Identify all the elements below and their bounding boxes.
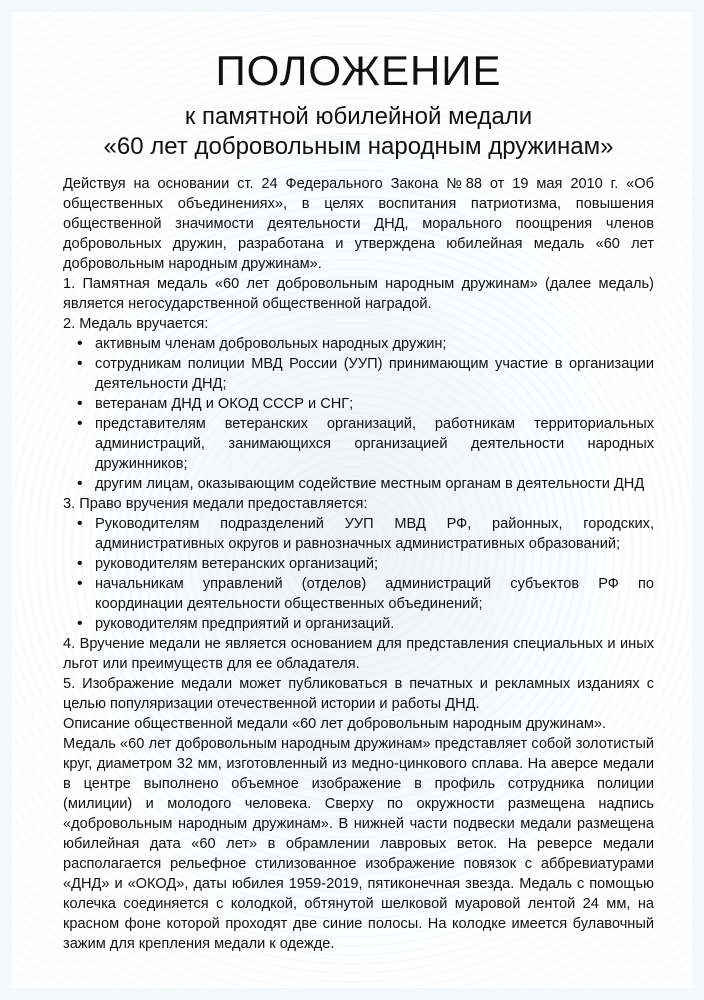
list-item: • Руководителям подразделений УУП МВД РФ, районных, городских, административных округов и равнозначных административных образований; [63,514,654,554]
list-item: • другим лицам, оказывающим содействие местным органам в деятельности ДНД [63,474,654,494]
section-3-list [63,514,654,634]
section-3-heading: 3. Право вручения медали предоставляется: [63,496,368,512]
list-item: • ветеранам ДНД и ОКОД СССР и СНГ; [63,394,654,414]
section-5-paragraph: 5. Изображение медали может публиковаться в печатных и рекламных изданиях с целью популяризации отечественной истории и работы ДНД. [63,676,654,712]
section-4-paragraph: 4. Вручение медали не является основанием для представления специальных и иных льгот или преимуществ для ее обладателя. [63,636,654,672]
list-item: • руководителям ветеранских организаций; [63,554,654,574]
list-item: • начальникам управлений (отделов) администраций субъектов РФ по координации деятельности общественных объединений; [63,574,654,614]
document-sheet [12,12,692,988]
subtitle-line-1: к памятной юбилейной медали [184,103,533,130]
list-item: • сотрудникам полиции МВД России (УУП) принимающим участие в организации деятельности ДНД; [63,354,654,394]
list-item: • представителям ветеранских организаций, работникам территориальных администраций, занимающихся организацией деятельности народных дружинников; [63,414,654,474]
page-title: ПОЛОЖЕНИЕ [215,47,502,94]
subtitle-line-2: «60 лет добровольным народным дружинам» [103,133,614,160]
section-1-paragraph: 1. Памятная медаль «60 лет добровольным народным дружинам» (далее медаль) является негосударственной общественной наградой. [63,276,654,312]
document-body [63,174,654,954]
list-item: • руководителям предприятий и организаций. [63,614,654,634]
section-2-list [63,334,654,494]
intro-paragraph: Действуя на основании ст. 24 Федерального Закона №88 от 19 мая 2010 г. «Об общественных объединениях», в целях воспитания патриотизма, повышения общественной значимости деятельности ДНД, морального поощрения членов добровольных дружин, разработана и утверждена юбилейная медаль «60 лет добровольным народным дружинам». [63,176,654,272]
document-content [63,48,654,954]
section-2-heading: 2. Медаль вручается: [63,316,209,332]
description-heading: Описание общественной медали «60 лет добровольным народным дружинам». [63,716,607,732]
list-item: • активным членам добровольных народных дружин; [63,334,654,354]
description-paragraph: Медаль «60 лет добровольным народным дружинам» представляет собой золотистый круг, диаметром 32 мм, изготовленный из медно-цинкового сплава. На аверсе медали в центре выполнено объемное изображение в профиль сотрудника полиции (милиции) и молодого человека. Сверху по окружности размещена надпись «добровольным народным дружинам». В нижней части подвески медали размещена юбилейная дата «60 лет» в обрамлении лавровых веток. На реверсе медали располагается рельефное стилизованное изображение повязок с аббревиатурами «ДНД» и «ОКОД», даты юбилея 1959-2019, пятиконечная звезда. Медаль с помощью колечка соединяется с колодкой, обтянутой шелковой муаровой лентой 24 мм, на красном фоне которой проходят две синие полосы. На колодке имеется булавочный зажим для крепления медали к одежде. [63,736,654,952]
